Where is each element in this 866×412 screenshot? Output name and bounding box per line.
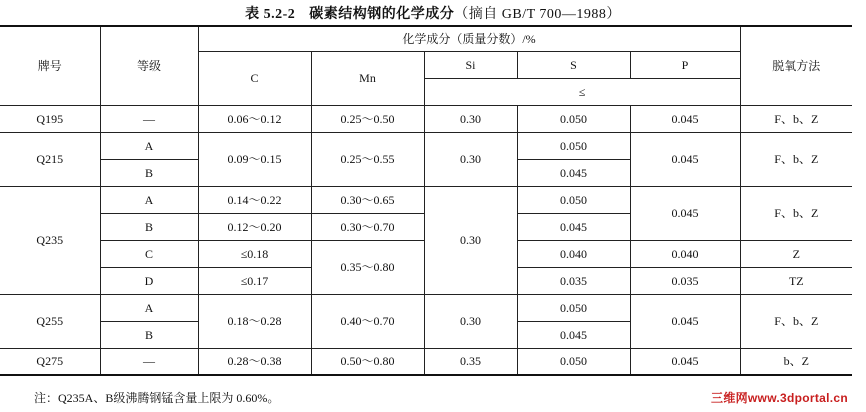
class-cell: B	[100, 159, 198, 186]
s-cell: 0.045	[517, 159, 630, 186]
s-cell: 0.040	[517, 240, 630, 267]
p-cell: 0.045	[630, 348, 740, 375]
table-row-q195	[0, 105, 852, 132]
watermark-brand: 三维网	[711, 391, 748, 405]
class-cell: C	[100, 240, 198, 267]
si-cell: 0.30	[424, 132, 517, 186]
s-cell: 0.050	[517, 186, 630, 213]
class-cell: B	[100, 321, 198, 348]
table-row-q235-a	[0, 186, 852, 213]
header-deoxidation: 脱氧方法	[740, 26, 852, 105]
c-cell: ≤0.18	[198, 240, 311, 267]
mn-cell: 0.50～0.80	[311, 348, 424, 375]
header-s: S	[517, 51, 630, 78]
c-cell: 0.18～0.28	[198, 294, 311, 348]
class-cell: A	[100, 132, 198, 159]
class-cell: B	[100, 213, 198, 240]
header-grade: 牌号	[0, 26, 100, 105]
header-class: 等级	[100, 26, 198, 105]
c-cell: ≤0.17	[198, 267, 311, 294]
table-note: 注：Q235A、B级沸腾钢锰含量上限为 0.60%。	[34, 391, 280, 405]
table-title-text: 碳素结构钢的化学成分	[309, 7, 455, 22]
p-cell: 0.045	[630, 132, 740, 186]
header-mn: Mn	[311, 51, 424, 105]
si-cell: 0.35	[424, 348, 517, 375]
header-max-symbol: ≤	[424, 78, 740, 105]
si-cell: 0.30	[424, 294, 517, 348]
s-cell: 0.045	[517, 321, 630, 348]
s-cell: 0.035	[517, 267, 630, 294]
s-cell: 0.050	[517, 348, 630, 375]
mn-cell: 0.25～0.50	[311, 105, 424, 132]
deox-cell: Z	[740, 240, 852, 267]
class-cell: —	[100, 105, 198, 132]
p-cell: 0.040	[630, 240, 740, 267]
p-cell: 0.045	[630, 294, 740, 348]
class-cell: A	[100, 294, 198, 321]
grade-cell: Q255	[0, 294, 100, 348]
deox-cell: F、b、Z	[740, 294, 852, 348]
composition-table	[0, 25, 852, 376]
mn-cell: 0.40～0.70	[311, 294, 424, 348]
deox-cell: F、b、Z	[740, 186, 852, 240]
class-cell: D	[100, 267, 198, 294]
header-si: Si	[424, 51, 517, 78]
table-row-q215-a	[0, 132, 852, 159]
s-cell: 0.050	[517, 294, 630, 321]
class-cell: A	[100, 186, 198, 213]
p-cell: 0.035	[630, 267, 740, 294]
table-row-q255-a	[0, 294, 852, 321]
si-cell: 0.30	[424, 186, 517, 294]
grade-cell: Q235	[0, 186, 100, 294]
s-cell: 0.045	[517, 213, 630, 240]
table-title	[0, 3, 866, 23]
c-cell: 0.09～0.15	[198, 132, 311, 186]
deox-cell: TZ	[740, 267, 852, 294]
s-cell: 0.050	[517, 132, 630, 159]
class-cell: —	[100, 348, 198, 375]
p-cell: 0.045	[630, 186, 740, 240]
grade-cell: Q215	[0, 132, 100, 186]
s-cell: 0.050	[517, 105, 630, 132]
deox-cell: F、b、Z	[740, 105, 852, 132]
c-cell: 0.12～0.20	[198, 213, 311, 240]
table-number: 表 5.2-2	[245, 7, 296, 22]
deox-cell: F、b、Z	[740, 132, 852, 186]
deox-cell: b、Z	[740, 348, 852, 375]
watermark	[711, 389, 848, 406]
header-p: P	[630, 51, 740, 78]
mn-cell: 0.30～0.65	[311, 186, 424, 213]
c-cell: 0.14～0.22	[198, 186, 311, 213]
table-source: （摘自 GB/T 700—1988）	[454, 7, 621, 22]
grade-cell: Q195	[0, 105, 100, 132]
p-cell: 0.045	[630, 105, 740, 132]
watermark-url: www.3dportal.cn	[747, 391, 848, 405]
grade-cell: Q275	[0, 348, 100, 375]
header-row-1	[0, 26, 852, 51]
si-cell: 0.30	[424, 105, 517, 132]
table-row-q275	[0, 348, 852, 375]
header-c: C	[198, 51, 311, 105]
c-cell: 0.28～0.38	[198, 348, 311, 375]
mn-cell: 0.30～0.70	[311, 213, 424, 240]
header-composition: 化学成分（质量分数）/%	[198, 26, 740, 51]
c-cell: 0.06～0.12	[198, 105, 311, 132]
mn-cell: 0.35～0.80	[311, 240, 424, 294]
mn-cell: 0.25～0.55	[311, 132, 424, 186]
